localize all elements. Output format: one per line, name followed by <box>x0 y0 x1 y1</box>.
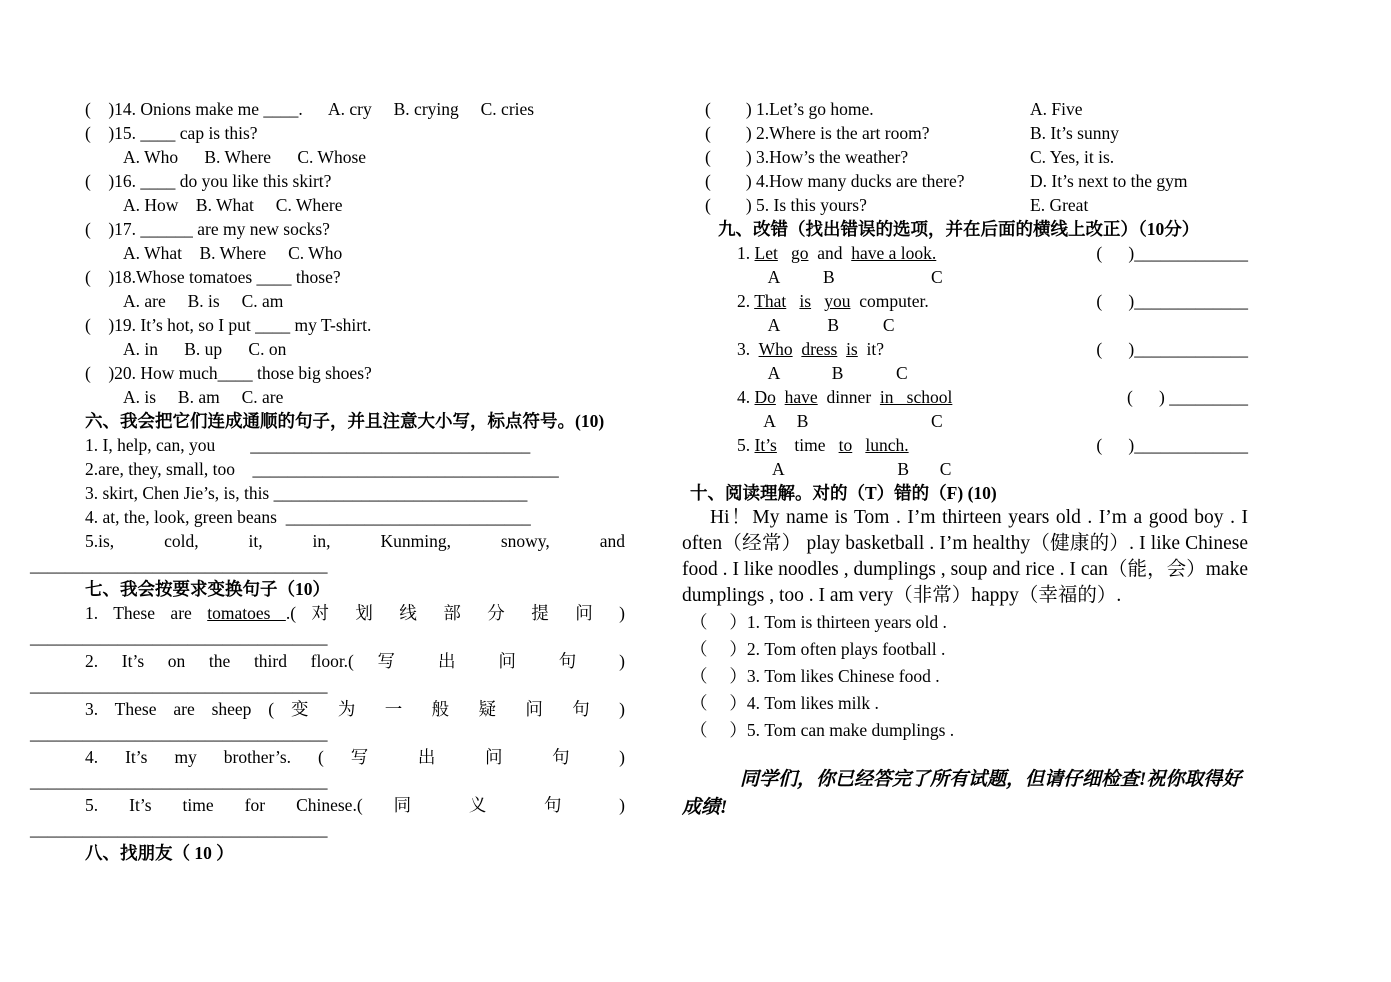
correction-answer-area-3 <box>1096 337 1248 361</box>
matching-answer-c: C. Yes, it is. <box>1030 147 1115 167</box>
correction-gap <box>776 387 785 407</box>
section-seven-title: 七、我会按要求变换句子（10） <box>85 579 330 599</box>
left-column <box>30 97 625 865</box>
section-ten-title: 十、阅读理解。对的（T）错的（F) (10) <box>690 483 997 503</box>
correction-tail: it? <box>857 339 884 359</box>
correction-sentence-1 <box>682 241 1248 265</box>
correction-gap: time <box>776 435 839 455</box>
matching-question-5: ( ) 5. Is this yours? <box>705 195 867 215</box>
correction-sentence-5 <box>682 433 1248 457</box>
transform-item-4 <box>85 745 625 769</box>
correction-answer-area-5 <box>1096 433 1248 457</box>
closing-message: 同学们，你已经答完了所有试题，但请仔细检查!祝你取得好成绩! <box>682 769 1242 818</box>
mc-question-14: ( )14. Onions make me ____. A. cry B. crying C. cries <box>85 99 535 119</box>
section-eight-title: 八、找朋友（ 10 ） <box>85 843 234 863</box>
true-false-item-4: （ ）4. Tom likes milk . <box>690 693 879 713</box>
correction-gap <box>786 291 799 311</box>
matching-question-1: ( ) 1.Let’s go home. <box>705 99 874 119</box>
matching-row-5 <box>682 193 1248 217</box>
mc-options-15: A. Who B. Where C. Whose <box>123 147 367 167</box>
correction-underlined-a: That <box>754 291 787 311</box>
true-false-item-5: （ ）5. Tom can make dumplings . <box>690 720 955 740</box>
mc-options-20: A. is B. am C. are <box>123 387 284 407</box>
correction-num: 3. <box>737 339 759 359</box>
correction-text-3 <box>737 337 884 361</box>
correction-underlined-c: in school <box>879 387 953 407</box>
mc-question-15: ( )15. ____ cap is this? <box>85 123 258 143</box>
correction-text-2 <box>737 289 929 313</box>
correction-text-4 <box>737 385 952 409</box>
reading-passage: Hi！My name is Tom . I’m thirteen years old . I’m a good boy . I often（经常） play basketball . I’m healthy（健康的）. I like Chinese food . I like noodles , dumplings , soup and rice . I can（能，会）make dumplings , too . I am very（非常）happy（幸福的）. <box>682 507 1248 606</box>
mc-question-17: ( )17. ______ are my new socks? <box>85 219 330 239</box>
true-false-item-1: （ ）1. Tom is thirteen years old . <box>690 612 947 632</box>
answer-blank: __________________________________ <box>30 555 328 575</box>
true-false-item-2: （ ）2. Tom often plays football . <box>690 639 946 659</box>
correction-underlined-a: Do <box>754 387 776 407</box>
correction-underlined-b: to <box>838 435 853 455</box>
matching-answer-a: A. Five <box>1030 99 1083 119</box>
answer-paren: ( ) <box>1096 435 1135 455</box>
answer-blank: __________________________________ <box>30 675 328 695</box>
answer-line: _____________ <box>1134 291 1248 311</box>
answer-blank: __________________________________ <box>30 723 328 743</box>
mc-options-18: A. are B. is C. am <box>123 291 284 311</box>
correction-num: 2. <box>737 291 755 311</box>
sentence-item-5: 5.is, cold, it, in, Kunming, snowy, and <box>85 531 625 551</box>
mc-question-18: ( )18.Whose tomatoes ____ those? <box>85 267 341 287</box>
correction-tail: computer. <box>850 291 929 311</box>
transform-item-2-pre: 2. It’s on the third floor.( 写 出 问 句 ) <box>85 651 625 671</box>
transform-item-5 <box>85 793 625 817</box>
correction-gap: and <box>808 243 852 263</box>
correction-abc-row-1: A B C <box>737 267 943 287</box>
matching-row-4 <box>682 169 1248 193</box>
correction-text-5 <box>737 433 909 457</box>
transform-item-5-pre: 5. It’s time for Chinese.( 同 义 句 ) <box>85 795 625 815</box>
matching-answer-e: E. Great <box>1030 195 1089 215</box>
transform-item-1-underlined: tomatoes <box>207 603 286 623</box>
correction-answer-area-4 <box>1127 385 1248 409</box>
sentence-item-4: 4. at, the, look, green beans ____________________________ <box>85 507 531 527</box>
matching-question-2: ( ) 2.Where is the art room? <box>705 123 930 143</box>
correction-abc-row-2: A B C <box>737 315 895 335</box>
answer-line: _____________ <box>1134 435 1248 455</box>
transform-item-4-pre: 4. It’s my brother’s. ( 写 出 问 句 ) <box>85 747 625 767</box>
matching-row-1 <box>682 97 1248 121</box>
section-nine-title: 九、改错（找出错误的选项，并在后面的横线上改正）（10分） <box>718 219 1200 239</box>
correction-underlined-b: dress <box>801 339 838 359</box>
transform-item-1 <box>85 601 625 625</box>
correction-num: 1. <box>737 243 755 263</box>
sentence-item-1: 1. I, help, can, you ________________________________ <box>85 435 531 455</box>
mc-options-17: A. What B. Where C. Who <box>123 243 343 263</box>
matching-row-2 <box>682 121 1248 145</box>
correction-sentence-2 <box>682 289 1248 313</box>
answer-blank: __________________________________ <box>30 627 328 647</box>
answer-paren: ( ) <box>1096 291 1135 311</box>
matching-question-3: ( ) 3.How’s the weather? <box>705 147 909 167</box>
correction-underlined-a: Who <box>758 339 793 359</box>
matching-question-4: ( ) 4.How many ducks are there? <box>705 171 965 191</box>
correction-answer-area-1 <box>1096 241 1248 265</box>
true-false-item-3: （ ）3. Tom likes Chinese food . <box>690 666 940 686</box>
section-six-title: 六、我会把它们连成通顺的句子，并且注意大小写，标点符号。(10) <box>85 411 605 431</box>
mc-options-19: A. in B. up C. on <box>123 339 287 359</box>
correction-underlined-b: is <box>799 291 812 311</box>
mc-question-16: ( )16. ____ do you like this skirt? <box>85 171 332 191</box>
matching-answer-b: B. It’s sunny <box>1030 123 1119 143</box>
correction-underlined-a: It’s <box>754 435 777 455</box>
mc-question-19: ( )19. It’s hot, so I put ____ my T-shirt. <box>85 315 372 335</box>
correction-sentence-3 <box>682 337 1248 361</box>
sentence-item-3: 3. skirt, Chen Jie’s, is, this _____________________________ <box>85 483 528 503</box>
correction-text-1 <box>737 241 936 265</box>
correction-underlined-c: lunch. <box>865 435 909 455</box>
correction-gap <box>837 339 846 359</box>
mc-question-20: ( )20. How much____ those big shoes? <box>85 363 372 383</box>
correction-underlined-c: you <box>824 291 851 311</box>
right-column <box>682 97 1248 822</box>
answer-blank: __________________________________ <box>30 771 328 791</box>
correction-underlined-c: is <box>846 339 858 359</box>
mc-options-16: A. How B. What C. Where <box>123 195 343 215</box>
correction-abc-row-4: A B C <box>737 411 943 431</box>
matching-answer-d: D. It’s next to the gym <box>1030 171 1188 191</box>
correction-gap <box>852 435 865 455</box>
answer-line: _____________ <box>1134 339 1248 359</box>
correction-num: 5. <box>737 435 755 455</box>
transform-item-1-pre: 1. These are <box>85 603 208 623</box>
answer-line: _____________ <box>1134 243 1248 263</box>
transform-item-1-post: .( 对 划 线 部 分 提 问 ) <box>285 603 625 623</box>
correction-sentence-4 <box>682 385 1248 409</box>
correction-num: 4. <box>737 387 755 407</box>
correction-underlined-a: Let <box>754 243 778 263</box>
correction-underlined-c: have a look. <box>851 243 937 263</box>
correction-gap <box>811 291 824 311</box>
answer-paren: ( ) <box>1126 387 1165 407</box>
transform-item-3-pre: 3. These are sheep ( 变 为 一 般 疑 问 句 ) <box>85 699 625 719</box>
correction-abc-row-5: A B C <box>737 459 952 479</box>
answer-line: _________ <box>1164 387 1248 407</box>
answer-paren: ( ) <box>1096 339 1135 359</box>
correction-answer-area-2 <box>1096 289 1248 313</box>
correction-abc-row-3: A B C <box>737 363 908 383</box>
transform-item-3 <box>85 697 625 721</box>
correction-underlined-b: go <box>790 243 809 263</box>
correction-gap: dinner <box>817 387 880 407</box>
sentence-item-2: 2.are, they, small, too ___________________________________ <box>85 459 559 479</box>
correction-gap <box>778 243 791 263</box>
answer-paren: ( ) <box>1096 243 1135 263</box>
transform-item-2 <box>85 649 625 673</box>
matching-row-3 <box>682 145 1248 169</box>
answer-blank: __________________________________ <box>30 819 328 839</box>
correction-underlined-b: have <box>784 387 818 407</box>
